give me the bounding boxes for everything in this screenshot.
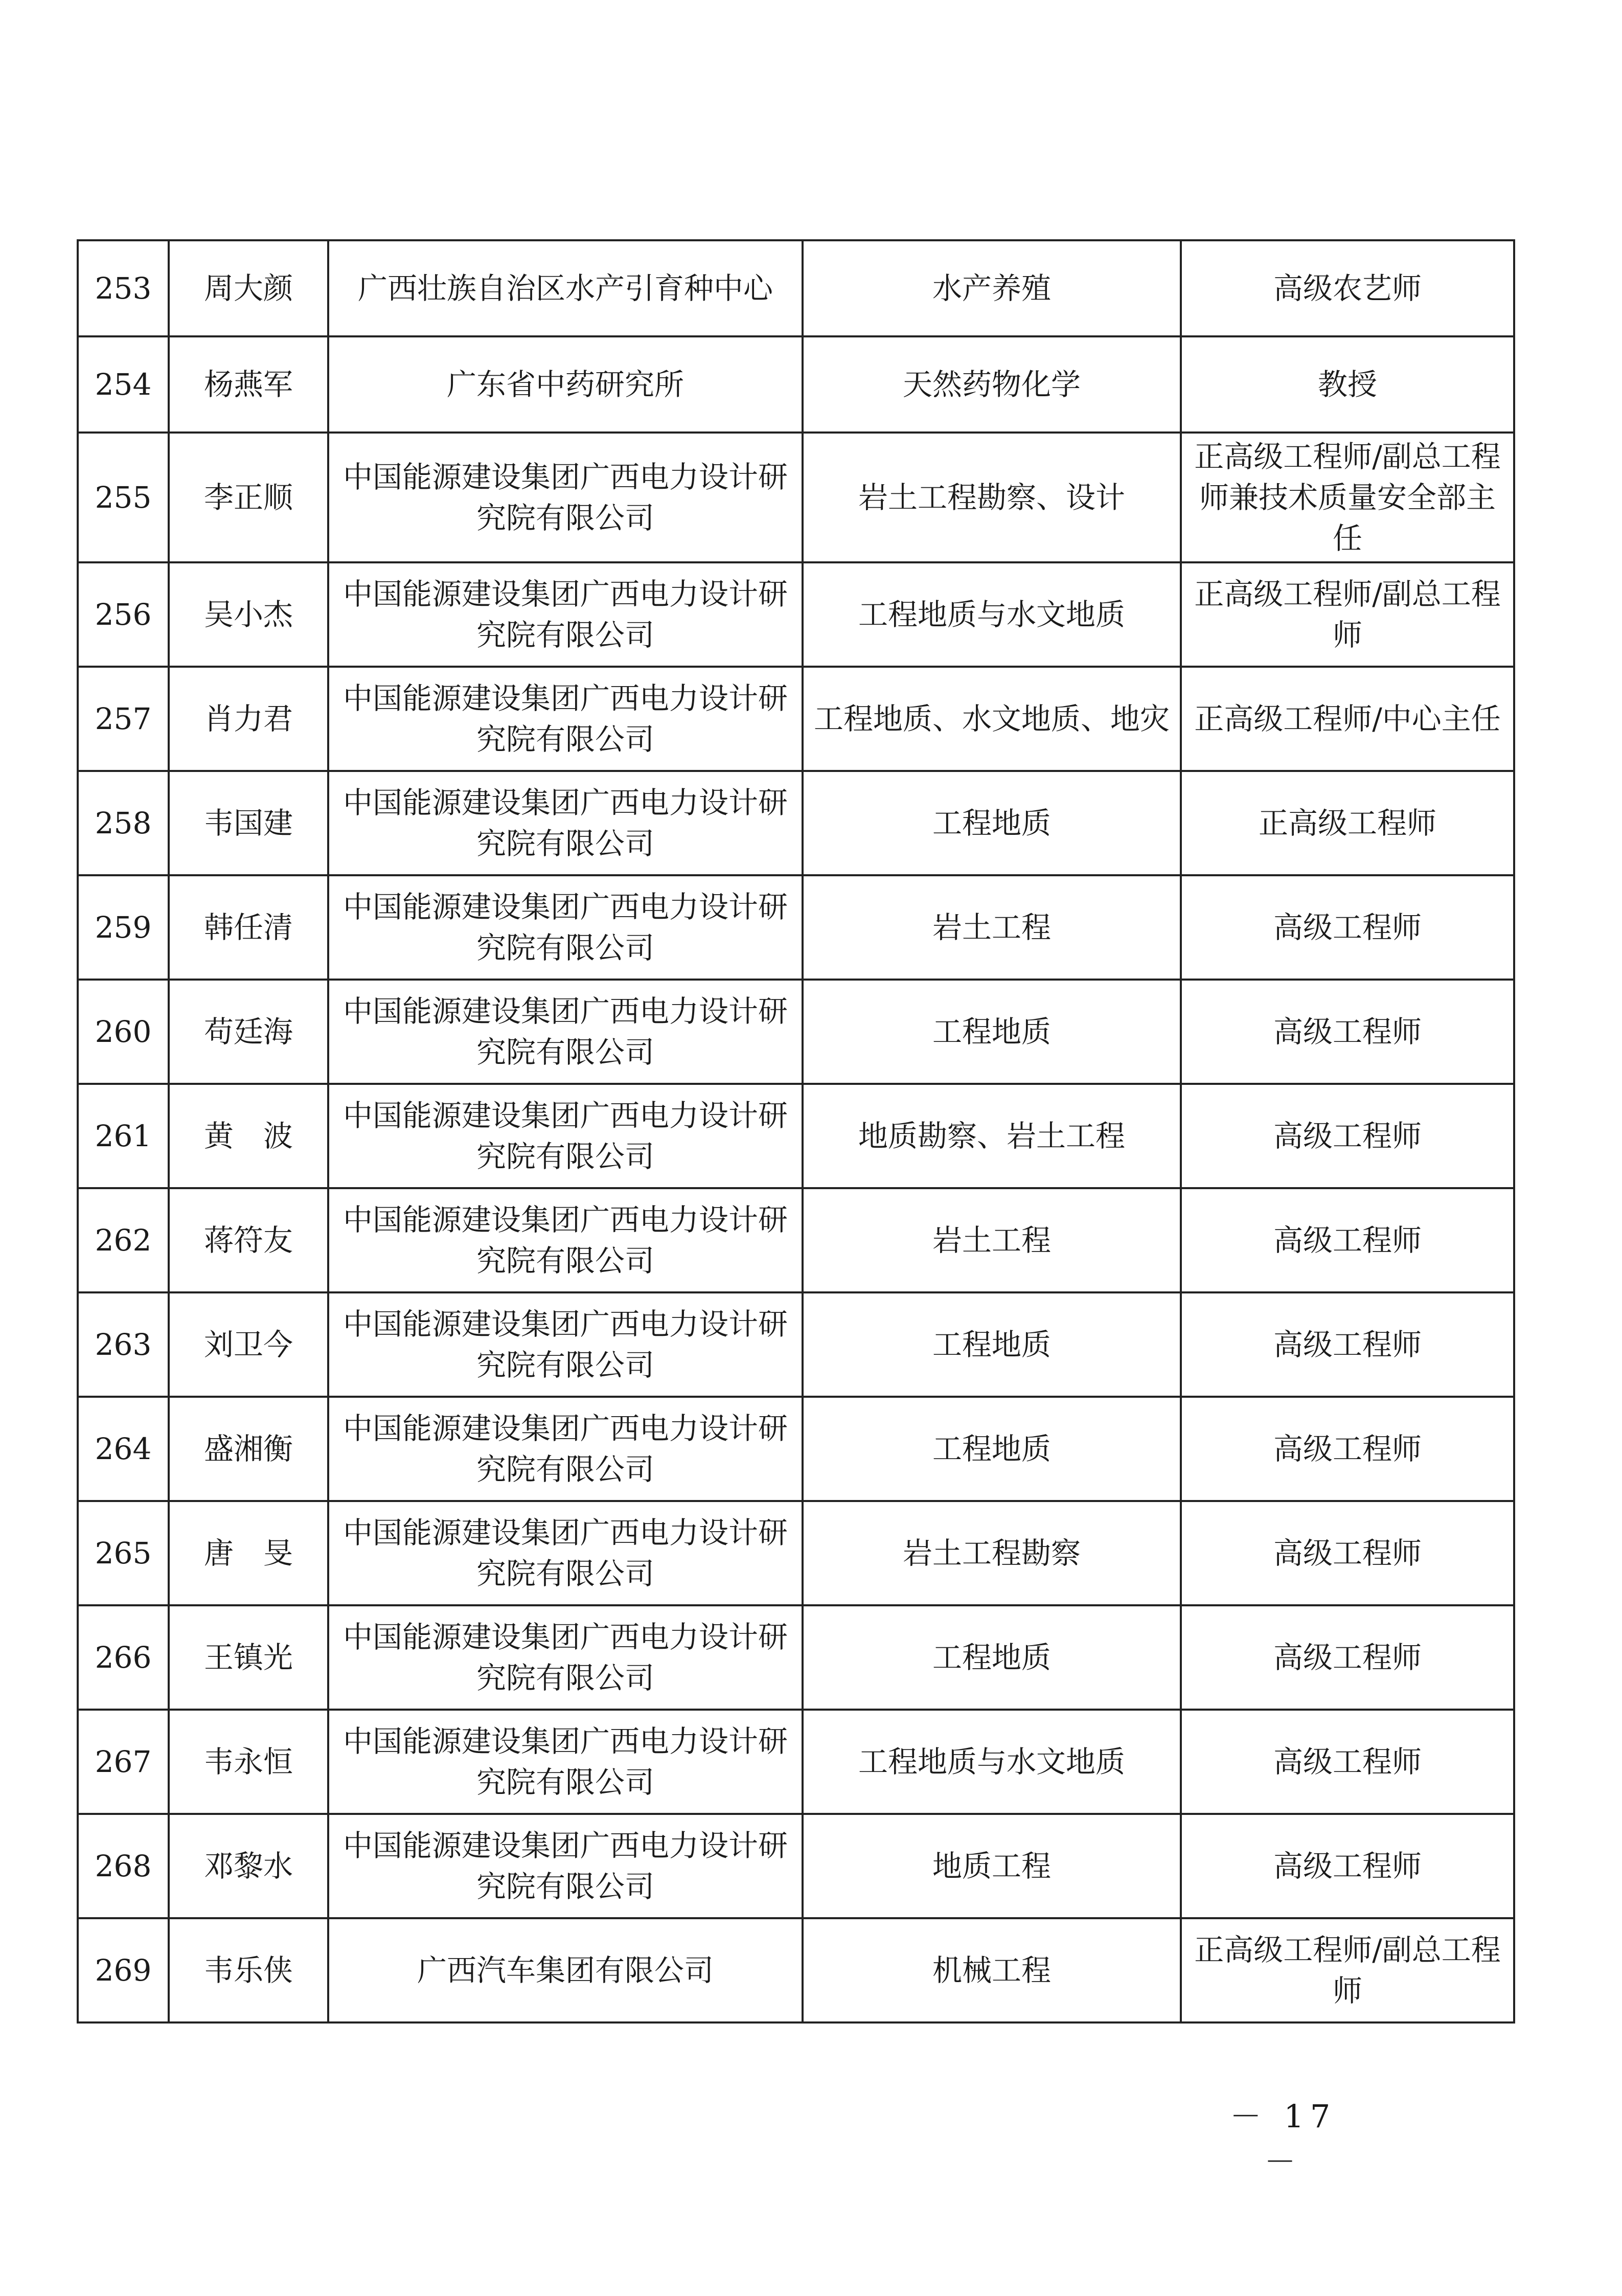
title-cell: 高级工程师 [1181,875,1514,980]
row-number-cell: 254 [78,336,169,433]
employer-cell: 广西汽车集团有限公司 [328,1918,803,2022]
employer-cell: 中国能源建设集团广西电力设计研究院有限公司 [328,771,803,875]
row-number-cell: 260 [78,980,169,1084]
name-cell: 韦永恒 [169,1710,328,1814]
row-number-cell: 262 [78,1188,169,1292]
name-cell: 肖力君 [169,667,328,771]
row-number-cell: 253 [78,240,169,336]
row-number-cell: 259 [78,875,169,980]
roster-table-body [78,240,1514,2022]
specialty-cell: 岩土工程 [803,1188,1181,1292]
specialty-cell: 机械工程 [803,1918,1181,2022]
row-number-cell: 256 [78,562,169,667]
employer-cell: 中国能源建设集团广西电力设计研究院有限公司 [328,1397,803,1501]
table-row [78,1814,1514,1918]
table-row [78,1605,1514,1710]
name-cell: 周大颜 [169,240,328,336]
specialty-cell: 工程地质与水文地质 [803,1710,1181,1814]
title-cell: 高级工程师 [1181,1188,1514,1292]
employer-cell: 中国能源建设集团广西电力设计研究院有限公司 [328,1814,803,1918]
employer-cell: 中国能源建设集团广西电力设计研究院有限公司 [328,1084,803,1188]
title-cell: 正高级工程师/副总工程师 [1181,562,1514,667]
specialty-cell: 工程地质 [803,1605,1181,1710]
specialty-cell: 地质工程 [803,1814,1181,1918]
title-cell: 高级工程师 [1181,980,1514,1084]
specialty-cell: 岩土工程勘察、设计 [803,433,1181,562]
name-cell: 韩任清 [169,875,328,980]
table-row [78,433,1514,562]
title-cell: 高级工程师 [1181,1501,1514,1605]
table-row [78,1710,1514,1814]
table-row [78,240,1514,336]
employer-cell: 中国能源建设集团广西电力设计研究院有限公司 [328,1292,803,1397]
specialty-cell: 地质勘察、岩土工程 [803,1084,1181,1188]
specialty-cell: 工程地质 [803,980,1181,1084]
row-number-cell: 261 [78,1084,169,1188]
table-row [78,1918,1514,2022]
specialty-cell: 岩土工程 [803,875,1181,980]
name-cell: 刘卫今 [169,1292,328,1397]
name-cell: 邓黎水 [169,1814,328,1918]
row-number-cell: 267 [78,1710,169,1814]
title-cell: 正高级工程师/中心主任 [1181,667,1514,771]
specialty-cell: 工程地质 [803,771,1181,875]
row-number-cell: 269 [78,1918,169,2022]
table-row [78,1188,1514,1292]
title-cell: 高级工程师 [1181,1605,1514,1710]
row-number-cell: 266 [78,1605,169,1710]
name-cell: 黄 波 [169,1084,328,1188]
employer-cell: 中国能源建设集团广西电力设计研究院有限公司 [328,980,803,1084]
table-row [78,667,1514,771]
employer-cell: 中国能源建设集团广西电力设计研究院有限公司 [328,875,803,980]
title-cell: 高级工程师 [1181,1814,1514,1918]
title-cell: 高级工程师 [1181,1084,1514,1188]
row-number-cell: 255 [78,433,169,562]
title-cell: 正高级工程师 [1181,771,1514,875]
table-row [78,875,1514,980]
row-number-cell: 263 [78,1292,169,1397]
employer-cell: 广西壮族自治区水产引育种中心 [328,240,803,336]
specialty-cell: 天然药物化学 [803,336,1181,433]
name-cell: 吴小杰 [169,562,328,667]
table-row [78,980,1514,1084]
title-cell: 高级农艺师 [1181,240,1514,336]
name-cell: 杨燕军 [169,336,328,433]
expert-roster-table [77,239,1515,2024]
specialty-cell: 工程地质、水文地质、地灾 [803,667,1181,771]
name-cell: 韦乐侠 [169,1918,328,2022]
row-number-cell: 265 [78,1501,169,1605]
title-cell: 高级工程师 [1181,1397,1514,1501]
specialty-cell: 工程地质 [803,1397,1181,1501]
name-cell: 王镇光 [169,1605,328,1710]
name-cell: 韦国建 [169,771,328,875]
table-row [78,336,1514,433]
title-cell: 教授 [1181,336,1514,433]
table-row [78,1292,1514,1397]
row-number-cell: 257 [78,667,169,771]
name-cell: 唐 旻 [169,1501,328,1605]
employer-cell: 中国能源建设集团广西电力设计研究院有限公司 [328,433,803,562]
title-cell: 高级工程师 [1181,1292,1514,1397]
name-cell: 苟廷海 [169,980,328,1084]
page-number: － 17 － [1229,2098,1337,2180]
title-cell: 正高级工程师/副总工程师兼技术质量安全部主任 [1181,433,1514,562]
row-number-cell: 258 [78,771,169,875]
employer-cell: 广东省中药研究所 [328,336,803,433]
employer-cell: 中国能源建设集团广西电力设计研究院有限公司 [328,1605,803,1710]
table-row [78,1501,1514,1605]
specialty-cell: 岩土工程勘察 [803,1501,1181,1605]
row-number-cell: 268 [78,1814,169,1918]
table-row [78,562,1514,667]
name-cell: 盛湘衡 [169,1397,328,1501]
row-number-cell: 264 [78,1397,169,1501]
employer-cell: 中国能源建设集团广西电力设计研究院有限公司 [328,562,803,667]
employer-cell: 中国能源建设集团广西电力设计研究院有限公司 [328,667,803,771]
employer-cell: 中国能源建设集团广西电力设计研究院有限公司 [328,1710,803,1814]
table-row [78,1397,1514,1501]
table-row [78,1084,1514,1188]
table-row [78,771,1514,875]
specialty-cell: 工程地质与水文地质 [803,562,1181,667]
name-cell: 李正顺 [169,433,328,562]
specialty-cell: 水产养殖 [803,240,1181,336]
specialty-cell: 工程地质 [803,1292,1181,1397]
name-cell: 蒋符友 [169,1188,328,1292]
employer-cell: 中国能源建设集团广西电力设计研究院有限公司 [328,1188,803,1292]
title-cell: 正高级工程师/副总工程师 [1181,1918,1514,2022]
title-cell: 高级工程师 [1181,1710,1514,1814]
employer-cell: 中国能源建设集团广西电力设计研究院有限公司 [328,1501,803,1605]
